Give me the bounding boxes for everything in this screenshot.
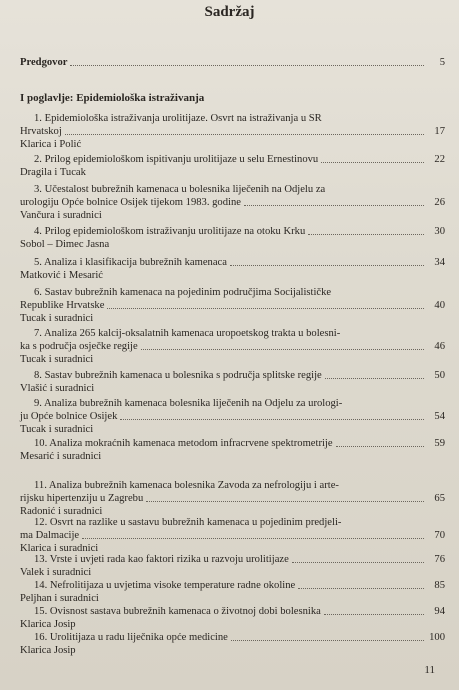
leader-dots	[308, 234, 424, 235]
entry-title-line: Hrvatskoj	[20, 126, 62, 137]
chapter-heading: I poglavlje: Epidemiološka istraživanja	[20, 92, 205, 104]
entry-page-number: 26	[434, 197, 445, 208]
leader-dots	[336, 446, 424, 447]
entry-title-line: 14. Nefrolitijaza u uvjetima visoke temperature radne okoline	[34, 580, 296, 591]
leader-dots	[292, 562, 424, 563]
toc-entry	[20, 605, 445, 631]
preface-page: 5	[439, 57, 445, 68]
toc-entry	[20, 286, 445, 325]
entry-page-number: 85	[434, 580, 445, 591]
toc-entry	[20, 397, 445, 436]
entry-title-line: urologiju Opće bolnice Osijek tijekom 1983. godine	[20, 197, 241, 208]
entry-title-line: ju Opće bolnice Osijek	[20, 411, 118, 422]
toc-entry	[20, 516, 445, 555]
toc-entry	[20, 479, 445, 518]
entry-authors: Sobol – Dimec Jasna	[20, 239, 110, 250]
entry-title-line: 7. Analiza 265 kalcij-oksalatnih kamenaca uropoetskog trakta u bolesni-	[34, 328, 341, 339]
entry-title-line: Republike Hrvatske	[20, 300, 105, 311]
toc-entry	[20, 437, 445, 463]
leader-dots	[244, 205, 424, 206]
entry-page-number: 22	[434, 154, 445, 165]
page-number: 11	[424, 664, 435, 676]
entry-title-line: 5. Analiza i klasifikacija bubrežnih kamenaca	[34, 257, 227, 268]
toc-entry	[20, 112, 445, 151]
leader-dots	[321, 162, 424, 163]
toc-entry	[20, 553, 445, 579]
entry-page-number: 70	[434, 530, 445, 541]
leader-dots	[82, 538, 424, 539]
leader-dots	[65, 134, 424, 135]
entry-title-line: 8. Sastav bubrežnih kamenaca u bolesnika s područja splitske regije	[34, 370, 322, 381]
entry-page-number: 46	[434, 341, 445, 352]
entry-authors: Klarica i Polić	[20, 139, 82, 150]
leader-dots	[146, 501, 424, 502]
entry-title-line: 2. Prilog epidemiološkom ispitivanju urolitijaze u selu Ernestinovu	[34, 154, 319, 165]
entry-page-number: 76	[434, 554, 445, 565]
entry-authors: Radonić i suradnici	[20, 506, 103, 517]
toc-entry	[20, 153, 445, 179]
leader-dots	[107, 308, 424, 309]
toc-entry	[20, 327, 445, 366]
entry-authors: Klarica i suradnici	[20, 543, 99, 554]
leader-dots	[231, 640, 424, 641]
entry-title-line: ka s područja osječke regije	[20, 341, 138, 352]
toc-entry	[20, 183, 445, 222]
entry-page-number: 54	[434, 411, 445, 422]
preface-entry	[20, 56, 445, 69]
page-title: Sadržaj	[204, 4, 255, 20]
entry-title-line: rijsku hipertenziju u Zagrebu	[20, 493, 144, 504]
entry-title-line: 3. Učestalost bubrežnih kamenaca u bolesnika liječenih na Odjelu za	[34, 184, 326, 195]
leader-dots	[70, 65, 424, 66]
entry-title-line: 6. Sastav bubrežnih kamenaca na pojedinim područjima Socijalističke	[34, 287, 332, 298]
entry-title-line: 11. Analiza bubrežnih kamenaca bolesnika Zavoda za nefrologiju i arte-	[34, 480, 339, 491]
entry-authors: Matković i Mesarić	[20, 270, 103, 281]
leader-dots	[230, 265, 424, 266]
entry-title-line: 13. Vrste i uvjeti rada kao faktori rizika u razvoju urolitijaze	[34, 554, 289, 565]
entry-title-line: 4. Prilog epidemiološkom istraživanju urolitijaze na otoku Krku	[34, 226, 306, 237]
leader-dots	[298, 588, 424, 589]
entry-title-line: 10. Analiza mokraćnih kamenaca metodom infracrvene spektrometrije	[34, 438, 333, 449]
entry-page-number: 100	[429, 632, 445, 643]
entry-title-line: 16. Urolitijaza u radu liječnika opće medicine	[34, 632, 228, 643]
entry-authors: Peljhan i suradnici	[20, 593, 99, 604]
entry-authors: Tucak i suradnici	[20, 424, 94, 435]
entry-authors: Mesarić i suradnici	[20, 451, 102, 462]
entry-page-number: 34	[434, 257, 445, 268]
entry-authors: Valek i suradnici	[20, 567, 92, 578]
entry-authors: Vančura i suradnici	[20, 210, 102, 221]
entry-authors: Tucak i suradnici	[20, 313, 94, 324]
toc-entry	[20, 225, 445, 251]
entry-title-line: 15. Ovisnost sastava bubrežnih kamenaca o životnoj dobi bolesnika	[34, 606, 321, 617]
entry-title-line: ma Dalmacije	[20, 530, 80, 541]
entry-page-number: 30	[434, 226, 445, 237]
toc-entry	[20, 579, 445, 605]
entry-title-line: 12. Osvrt na razlike u sastavu bubrežnih kamenaca u pojedinim predjeli-	[34, 517, 342, 528]
entry-title-line: 9. Analiza bubrežnih kamenaca bolesnika liječenih na Odjelu za urologi-	[34, 398, 343, 409]
leader-dots	[141, 349, 424, 350]
entry-page-number: 59	[434, 438, 445, 449]
entry-page-number: 40	[434, 300, 445, 311]
entry-authors: Vlašić i suradnici	[20, 383, 95, 394]
toc-entry	[20, 256, 445, 282]
entry-authors: Klarica Josip	[20, 619, 76, 630]
entry-page-number: 50	[434, 370, 445, 381]
leader-dots	[120, 419, 424, 420]
entry-page-number: 65	[434, 493, 445, 504]
entry-page-number: 17	[434, 126, 445, 137]
entry-authors: Dragila i Tucak	[20, 167, 86, 178]
toc-entry	[20, 631, 445, 657]
preface-label: Predgovor	[20, 57, 68, 68]
toc-entry	[20, 369, 445, 395]
entry-authors: Tucak i suradnici	[20, 354, 94, 365]
entry-authors: Klarica Josip	[20, 645, 76, 656]
entry-title-line: 1. Epidemiološka istraživanja urolitijaze. Osvrt na istraživanja u SR	[34, 113, 322, 124]
leader-dots	[324, 614, 424, 615]
leader-dots	[325, 378, 424, 379]
entry-page-number: 94	[434, 606, 445, 617]
